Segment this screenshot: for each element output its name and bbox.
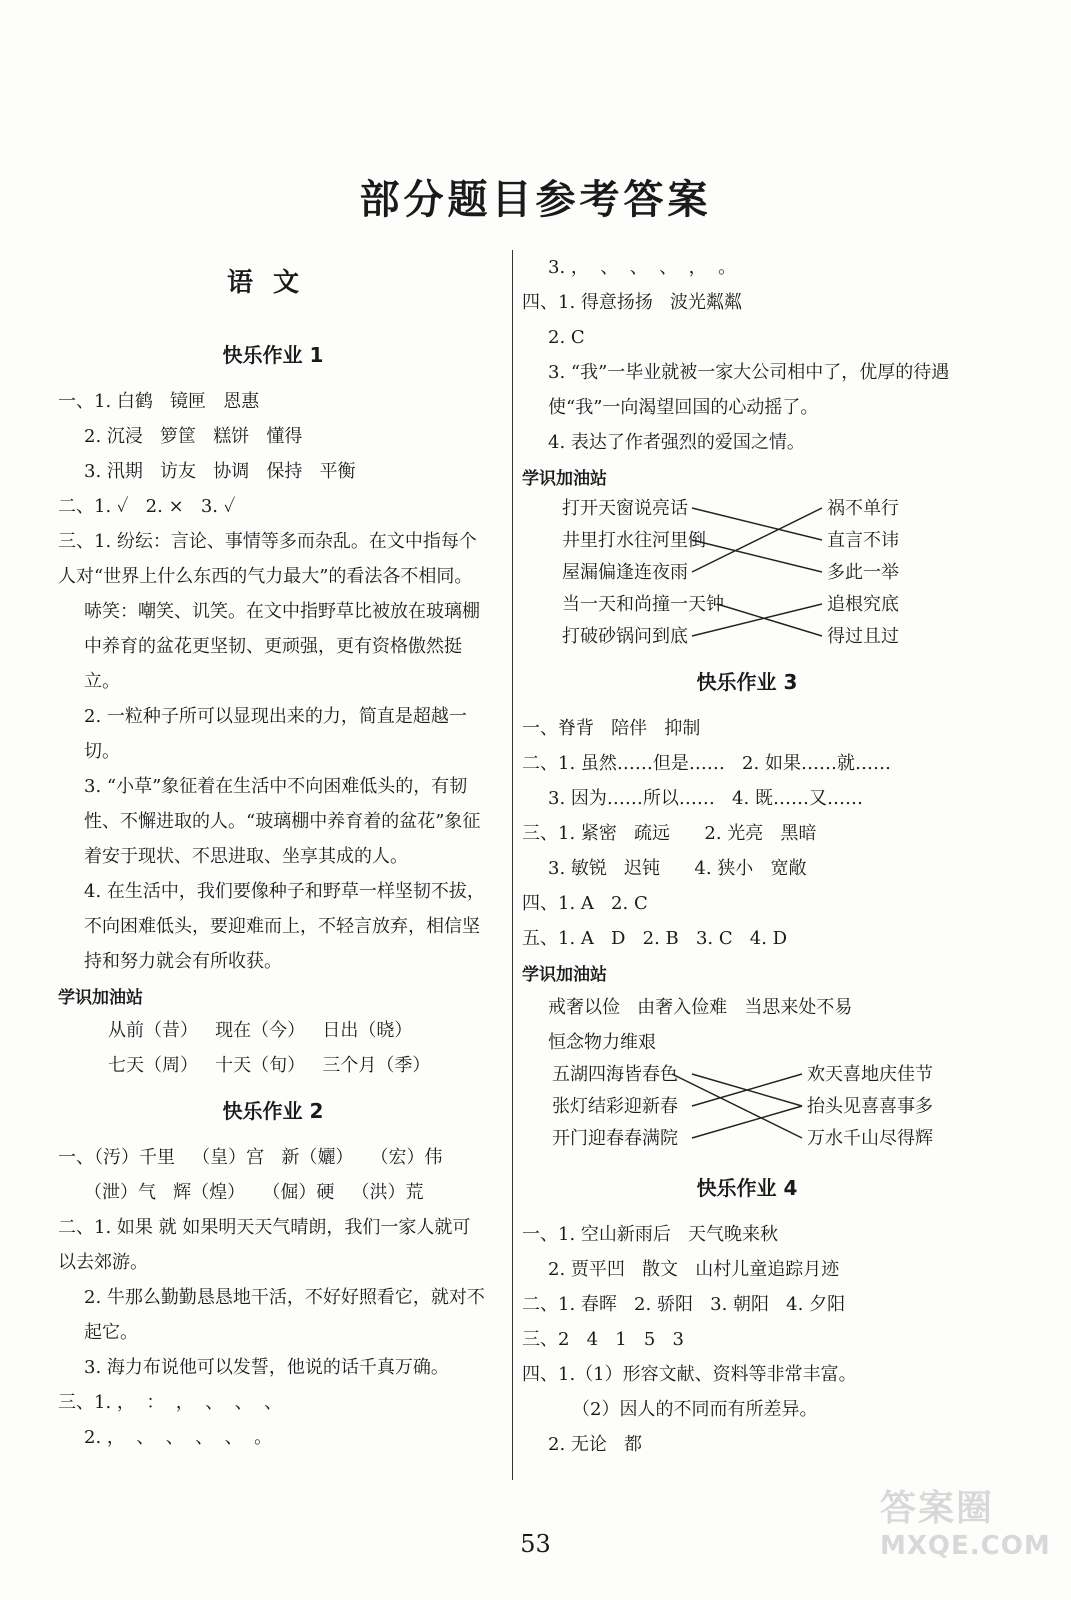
answer-line: （泄）气 辉（煌） （倔）硬 （洪）荒 bbox=[84, 1182, 424, 1203]
match-right-item: 直言不讳 bbox=[827, 530, 899, 551]
answer-paragraph: 3. 海力布说他可以发誓，他说的话千真万确。 bbox=[84, 1357, 449, 1378]
answer-paragraph: 3. “我”一毕业就被一家大公司相中了，优厚的待遇使“我”一向渴望回国的心动摇了。 bbox=[548, 362, 950, 418]
answer-line: 2. ， 、 、 、 、 。 bbox=[84, 1427, 273, 1448]
answer-line: 二、1. 春晖 2. 骄阳 3. 朝阳 4. 夕阳 bbox=[522, 1294, 846, 1315]
answer-line: 2. C bbox=[548, 327, 585, 348]
match-left-item: 张灯结彩迎新春 bbox=[552, 1096, 678, 1117]
answer-line: 一、（汚）千里 （皇）宫 新（孋） （宏）伟 bbox=[58, 1147, 443, 1168]
hw4-title: 快乐作业 4 bbox=[696, 1176, 798, 1200]
answer-line: 三、1. ， ： ， 、 、 、 bbox=[58, 1392, 283, 1413]
answer-line: 二、1. 虽然……但是…… 2. 如果……就…… bbox=[522, 753, 891, 774]
match-right-item: 万水千山尽得辉 bbox=[807, 1128, 933, 1149]
answer-paragraph: 三、1. 纷纭：言论、事情等多而杂乱。在文中指每个人对“世界上什么东西的气力最大”的看法各不相同。 bbox=[58, 531, 477, 587]
match-right-item: 多此一举 bbox=[827, 562, 899, 583]
answer-line: 一、脊背 陪伴 抑制 bbox=[522, 718, 701, 739]
match-left-item: 打开天窗说亮话 bbox=[562, 498, 688, 519]
station-line: 恒念物力维艰 bbox=[548, 1032, 656, 1053]
station-line: 从前（昔） 现在（今） 日出（晓） bbox=[108, 1020, 413, 1041]
matching-exercise-2 bbox=[522, 1060, 972, 1160]
right-column bbox=[522, 250, 972, 1462]
match-left-item: 当一天和尚撞一天钟 bbox=[562, 594, 724, 615]
left-column bbox=[58, 250, 488, 1455]
answer-line: （2）因人的不同而有所差异。 bbox=[572, 1399, 818, 1420]
station-label: 学识加油站 bbox=[522, 965, 607, 985]
match-right-item: 祸不单行 bbox=[827, 498, 899, 519]
answer-line: 3. 敏锐 迟钝 4. 狭小 宽敞 bbox=[548, 858, 807, 879]
answer-line: 五、1. A D 2. B 3. C 4. D bbox=[522, 928, 788, 949]
answer-line: 3. 汛期 访友 协调 保持 平衡 bbox=[84, 461, 356, 482]
match-right-item: 得过且过 bbox=[827, 626, 899, 647]
answer-line: 2. 无论 都 bbox=[548, 1434, 643, 1455]
match-left-item: 打破砂锅问到底 bbox=[562, 626, 688, 647]
answer-line: 一、1. 空山新雨后 天气晚来秋 bbox=[522, 1224, 779, 1245]
subject-heading: 语文 bbox=[226, 268, 319, 298]
matching-exercise-1 bbox=[522, 494, 972, 654]
answer-line: 4. 表达了作者强烈的爱国之情。 bbox=[548, 432, 805, 453]
match-left-item: 井里打水往河里倒 bbox=[562, 530, 706, 551]
hw2-title: 快乐作业 2 bbox=[222, 1099, 324, 1123]
station-line: 戒奢以俭 由奢入俭难 当思来处不易 bbox=[548, 997, 853, 1018]
answer-line: 2. 贾平凹 散文 山村儿童追踪月迹 bbox=[548, 1259, 840, 1280]
answer-line: 二、1. ✓ 2. × 3. ✓ bbox=[58, 496, 236, 517]
answer-line: 一、1. 白鹤 镜匣 恩惠 bbox=[58, 391, 260, 412]
answer-line: 四、1.（1）形容文献、资料等非常丰富。 bbox=[522, 1364, 857, 1385]
answer-paragraph: 二、1. 如果 就 如果明天天气晴朗，我们一家人就可以去郊游。 bbox=[58, 1217, 471, 1273]
match-right-item: 追根究底 bbox=[827, 594, 899, 615]
answer-line: 3. ， 、 、 、 ， 。 bbox=[548, 257, 737, 278]
watermark-logo bbox=[880, 1480, 1050, 1590]
watermark-text: 答案圈 bbox=[880, 1488, 995, 1529]
match-right-item: 欢天喜地庆佳节 bbox=[807, 1064, 933, 1085]
station-line: 七天（周） 十天（旬） 三个月（季） bbox=[108, 1055, 431, 1076]
answer-line: 四、1. 得意扬扬 波光粼粼 bbox=[522, 292, 743, 313]
match-right-item: 抬头见喜喜事多 bbox=[807, 1096, 933, 1117]
page-title: 部分题目参考答案 bbox=[359, 176, 712, 223]
match-left-item: 五湖四海皆春色 bbox=[552, 1064, 678, 1085]
watermark-url: MXQE.COM bbox=[880, 1531, 1051, 1561]
match-left-item: 开门迎春春满院 bbox=[552, 1128, 678, 1149]
column-divider bbox=[512, 250, 513, 1480]
answer-paragraph: 3. “小草”象征着在生活中不向困难低头的，有韧性、不懈进取的人。“玻璃棚中养育着的盆花”象征着安于现状、不思进取、坐享其成的人。 bbox=[84, 776, 481, 867]
page-number: 53 bbox=[520, 1530, 551, 1558]
station-label: 学识加油站 bbox=[522, 469, 607, 489]
answer-line: 四、1. A 2. C bbox=[522, 893, 648, 914]
station-label: 学识加油站 bbox=[58, 988, 143, 1008]
answer-line: 3. 因为……所以…… 4. 既……又…… bbox=[548, 788, 863, 809]
answer-paragraph: 2. 一粒种子所可以显现出来的力，简直是超越一切。 bbox=[84, 706, 467, 762]
answer-paragraph: 哧笑：嘲笑、讥笑。在文中指野草比被放在玻璃棚中养育的盆花更坚韧、更顽强，更有资格傲然挺立。 bbox=[84, 601, 480, 692]
answer-line: 三、2 4 1 5 3 bbox=[522, 1329, 684, 1350]
answer-line: 三、1. 紧密 疏远 2. 光亮 黑暗 bbox=[522, 823, 817, 844]
answer-paragraph: 2. 牛那么勤勤恳恳地干活，不好好照看它，就对不起它。 bbox=[84, 1287, 485, 1343]
hw3-title: 快乐作业 3 bbox=[696, 670, 798, 694]
match-left-item: 屋漏偏逢连夜雨 bbox=[562, 562, 688, 583]
answer-line: 2. 沉浸 箩筐 糕饼 懂得 bbox=[84, 426, 303, 447]
hw1-title: 快乐作业 1 bbox=[222, 343, 324, 367]
answer-paragraph: 4. 在生活中，我们要像种子和野草一样坚韧不拔，不向困难低头，要迎难而上，不轻言放弃，相信坚持和努力就会有所收获。 bbox=[84, 881, 485, 972]
